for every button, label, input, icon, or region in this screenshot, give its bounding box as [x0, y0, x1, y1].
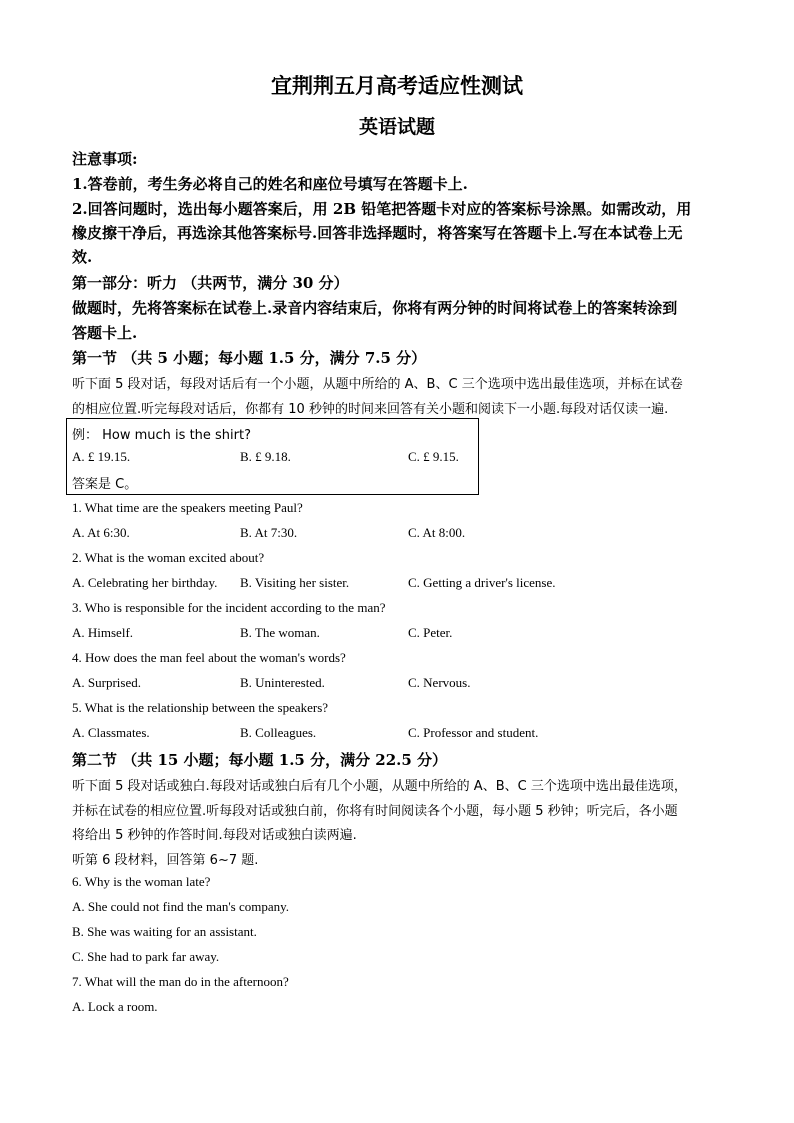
question-4-option-a: A. Surprised. — [72, 675, 141, 690]
question-6: 6. Why is the woman late? — [72, 874, 211, 889]
part1-intro-line-1: 做题时，先将答案标在试卷上.录音内容结束后，你将有两分钟的时间将试卷上的答案转涂到 — [72, 299, 678, 317]
question-2-option-b: B. Visiting her sister. — [240, 575, 350, 590]
question-3-option-a: A. Himself. — [72, 625, 134, 640]
question-2-option-a: A. Celebrating her birthday. — [72, 575, 218, 590]
question-5-option-b: B. Colleagues. — [240, 725, 317, 740]
section1-intro-line-1: 听下面 5 段对话，每段对话后有一个小题，从题中所给的 A、B、C 三个选项中选出最佳选项，并标在试卷 — [72, 377, 683, 392]
question-5: 5. What is the relationship between the speakers? — [72, 700, 329, 715]
section2-intro-line-2: 并标在试卷的相应位置.听每段对话或独白前，你将有时间阅读各个小题，每小题 5 秒钟；听完后，各小题 — [72, 804, 678, 819]
question-1-option-c: C. At 8:00. — [408, 525, 466, 540]
question-5-option-a: A. Classmates. — [72, 725, 150, 740]
example-option-b: B. £ 9.18. — [240, 449, 291, 464]
question-6-option-b: B. She was waiting for an assistant. — [72, 924, 257, 939]
question-3-option-b: B. The woman. — [240, 625, 320, 640]
question-2: 2. What is the woman excited about? — [72, 550, 265, 565]
question-3-option-c: C. Peter. — [408, 625, 453, 640]
question-1-option-b: B. At 7:30. — [240, 525, 298, 540]
section2-heading: 第二节 （共 15 小题；每小题 1.5 分，满分 22.5 分） — [72, 751, 448, 769]
question-1-option-a: A. At 6:30. — [72, 525, 130, 540]
notice-item-2-line-3: 效. — [72, 248, 93, 266]
question-6-option-a: A. She could not find the man's company. — [72, 899, 290, 914]
example-answer: 答案是 C。 — [72, 477, 138, 492]
part1-heading: 第一部分：听力 （共两节，满分 30 分） — [72, 274, 349, 292]
question-4-option-b: B. Uninterested. — [240, 675, 325, 690]
notice-item-2-line-2: 橡皮擦干净后，再选涂其他答案标号.回答非选择题时，将答案写在答题卡上.写在本试卷上无 — [72, 224, 683, 242]
notice-item-1: 1.答卷前，考生务必将自己的姓名和座位号填写在答题卡上. — [72, 175, 468, 193]
page-subtitle: 英语试题 — [358, 116, 435, 138]
question-7: 7. What will the man do in the afternoon? — [72, 974, 289, 989]
question-4-option-c: C. Nervous. — [408, 675, 471, 690]
notice-heading: 注意事项: — [72, 150, 138, 168]
question-6-option-c: C. She had to park far away. — [72, 949, 220, 964]
notice-item-2-line-1: 2.回答问题时，选出每小题答案后，用 2B 铅笔把答题卡对应的答案标号涂黑。如需改动，用 — [72, 200, 692, 218]
section1-heading: 第一节 （共 5 小题；每小题 1.5 分，满分 7.5 分） — [72, 349, 427, 367]
example-question: 例： How much is the shirt? — [72, 428, 251, 443]
question-7-option-a: A. Lock a room. — [72, 999, 158, 1014]
question-4: 4. How does the man feel about the woman's words? — [72, 650, 346, 665]
question-3: 3. Who is responsible for the incident according to the man? — [72, 600, 386, 615]
section2-intro-line-3: 将给出 5 秒钟的作答时间.每段对话或独白读两遍. — [72, 828, 357, 843]
page-title: 宜荆荆五月高考适应性测试 — [271, 73, 523, 98]
example-option-a: A. £ 19.15. — [72, 449, 131, 464]
question-1: 1. What time are the speakers meeting Paul? — [72, 500, 303, 515]
part1-intro-line-2: 答题卡上. — [72, 324, 138, 342]
question-5-option-c: C. Professor and student. — [408, 725, 539, 740]
section2-intro-line-1: 听下面 5 段对话或独白.每段对话或独白后有几个小题，从题中所给的 A、B、C 三个选项中选出最佳选项， — [72, 779, 687, 794]
section1-intro-line-2: 的相应位置.听完每段对话后，你都有 10 秒钟的时间来回答有关小题和阅读下一小题.每段对话仅读一遍. — [72, 402, 669, 417]
question-2-option-c: C. Getting a driver's license. — [408, 575, 556, 590]
example-option-c: C. £ 9.15. — [408, 449, 459, 464]
section2-material: 听第 6 段材料，回答第 6~7 题. — [72, 853, 259, 868]
